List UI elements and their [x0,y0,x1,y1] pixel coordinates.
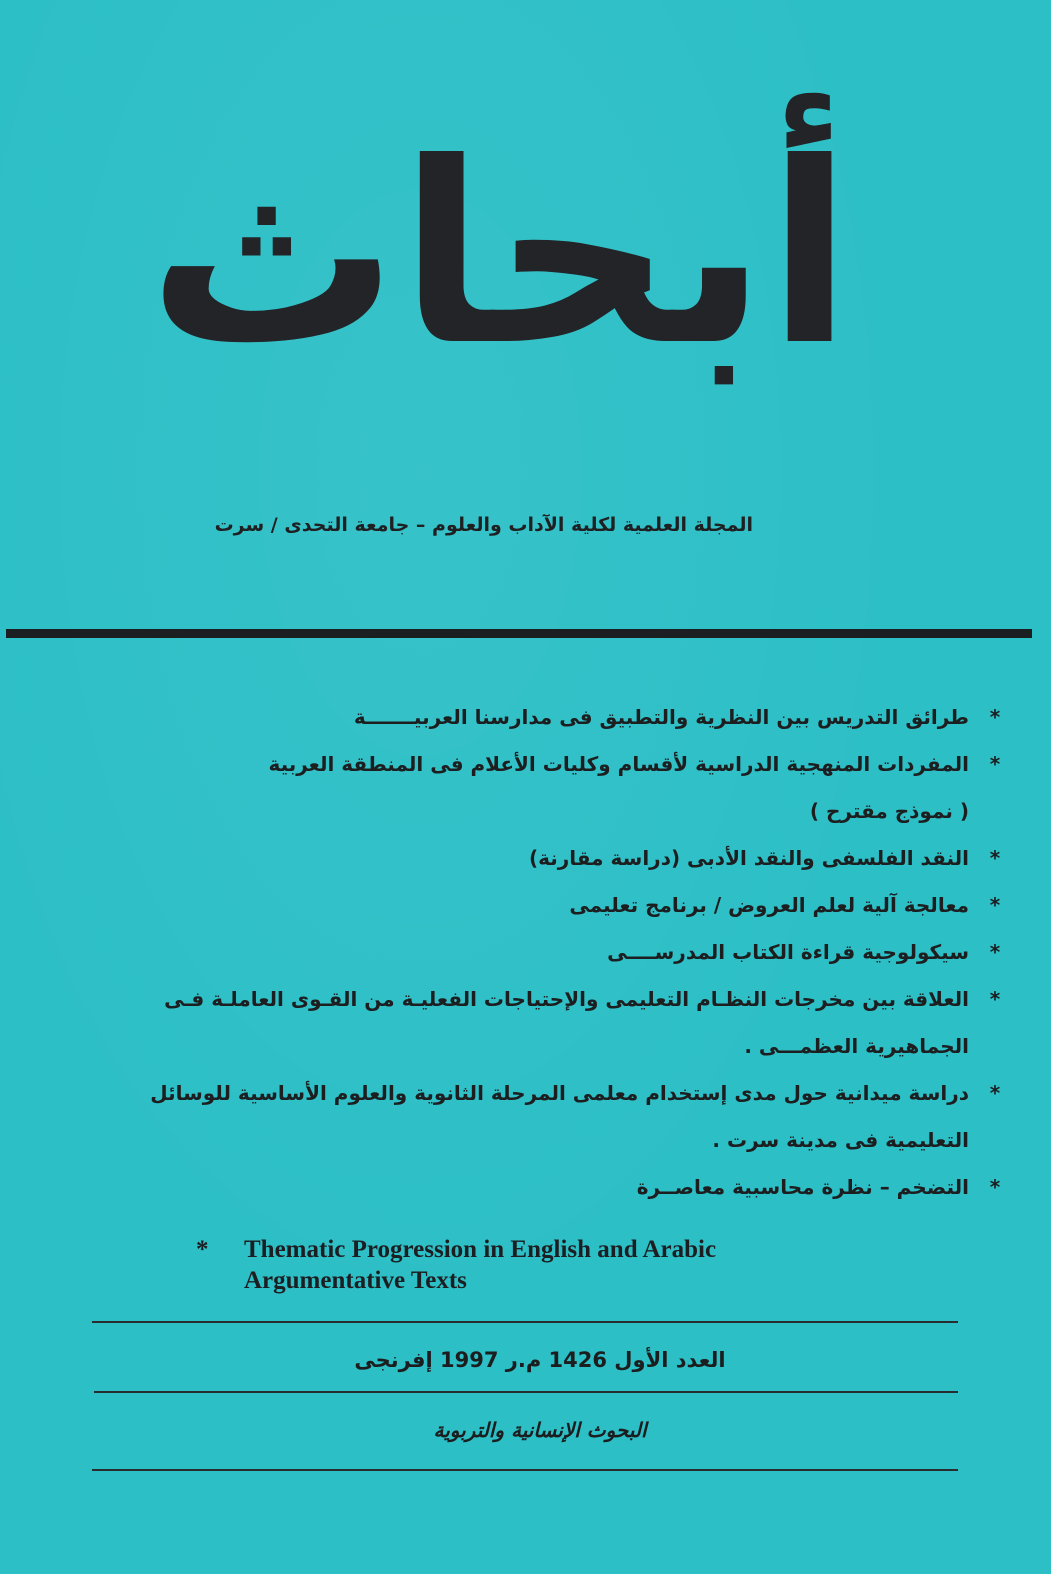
article-title-continued: الجماهيرية العظمـــى . [744,1034,969,1058]
article-title-continued: ( نموذج مقترح ) [809,799,969,823]
contents-item [127,741,1007,835]
bullet-star: * [989,987,1001,1011]
bullet-star: * [989,893,1001,917]
issue-number: العدد الأول 1426 م.ر 1997 إفرنجى [354,1348,726,1372]
contents-item [127,835,1007,882]
article-title: النقد الفلسفى والنقد الأدبى (دراسة مقارنة) [528,846,969,870]
contents-item [127,929,1007,976]
article-title: معالجة آلية لعلم العروض / برنامج تعليمى [569,893,969,917]
thin-divider [92,1321,958,1323]
bullet-star: * [989,1081,1001,1105]
journal-title: أبحاث [147,109,853,400]
article-title: دراسة ميدانية حول مدى إستخدام معلمى المرحلة الثانوية والعلوم الأساسية للوسائل [150,1081,969,1105]
table-of-contents [127,694,1007,1211]
article-title: العلاقة بين مخرجات النظـام التعليمى والإحتياجات الفعليـة من القـوى العاملـة فـى [164,987,969,1011]
thin-divider [92,1469,958,1471]
bullet-star: * [196,1236,209,1263]
bullet-star: * [989,1175,1001,1199]
bullet-star: * [989,940,1001,964]
article-title: سيكولوجية قراءة الكتاب المدرســــى [607,940,969,964]
english-article-entry [196,1234,836,1296]
english-article-title-line1: Thematic Progression in English and Arabic [244,1236,717,1263]
bullet-star: * [989,846,1001,870]
contents-item [127,882,1007,929]
article-title: التضخم – نظرة محاسبية معاصــرة [636,1175,969,1199]
article-title: المفردات المنهجية الدراسية لأقسام وكليات الأعلام فى المنطقة العربية [268,752,969,776]
english-article-title-line2: Argumentative Texts [244,1267,467,1294]
thin-divider [94,1391,958,1393]
bullet-star: * [989,705,1001,729]
contents-item [127,976,1007,1070]
contents-item [127,1070,1007,1164]
bullet-star: * [989,752,1001,776]
article-title: طرائق التدريس بين النظرية والتطبيق فى مدارسنا العربيـــــــة [353,705,969,729]
article-title-continued: التعليمية فى مدينة سرت . [712,1128,969,1152]
contents-item [127,694,1007,741]
journal-subtitle: المجلة العلمية لكلية الآداب والعلوم – جامعة التحدى / سرت [214,514,753,536]
thick-divider [6,629,1032,638]
journal-series: البحوث الإنسانية والتربوية [433,1418,647,1442]
contents-item [127,1164,1007,1211]
